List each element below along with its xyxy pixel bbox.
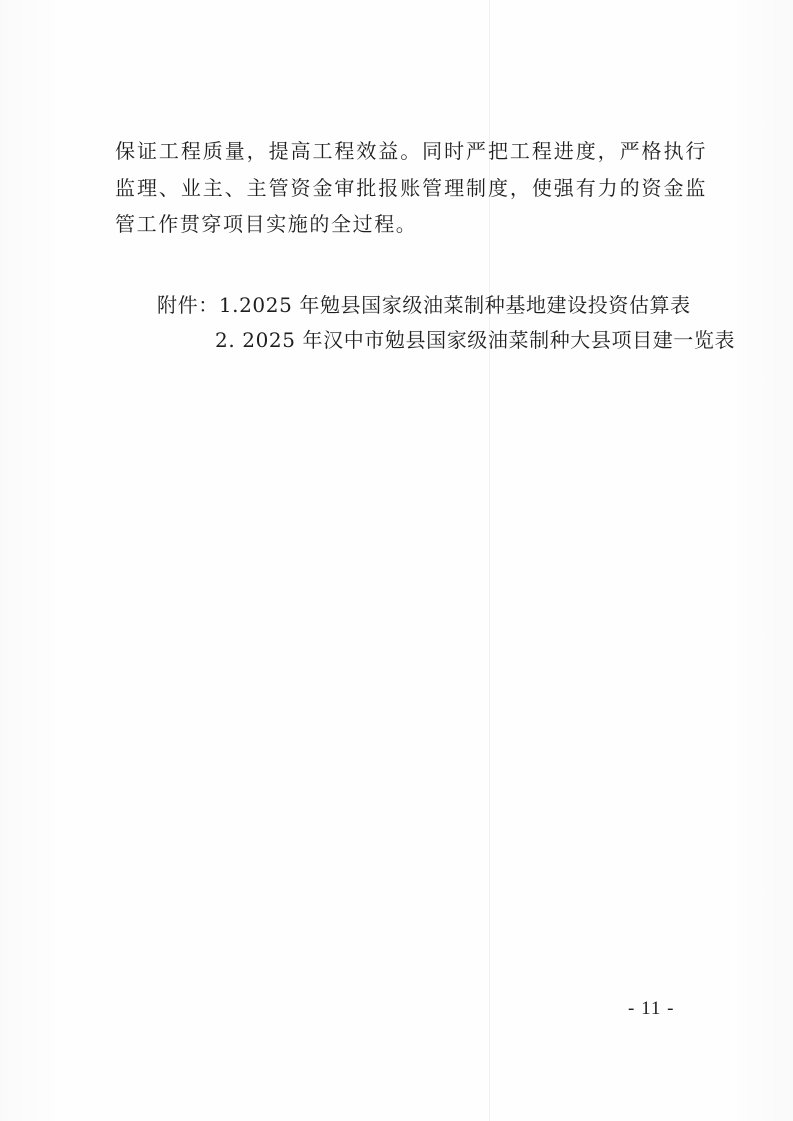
attachment-row-2 [157,323,736,358]
page-number: - 11 - [628,998,675,1019]
attachment-row-1 [157,288,717,323]
attachments-label: 附件： [157,293,219,317]
attachments-section [157,288,736,358]
attachment-item-1: 1.2025 年勉县国家级油菜制种基地建设投资估算表 [218,293,691,317]
attachment-item-2: 2. 2025 年汉中市勉县国家级油菜制种大县项目建一览表 [215,328,736,352]
body-paragraph: 保证工程质量，提高工程效益。同时严把工程进度，严格执行监理、业主、主管资金审批报账管理制度，使强有力的资金监管工作贯穿项目实施的全过程。 [115,139,707,236]
